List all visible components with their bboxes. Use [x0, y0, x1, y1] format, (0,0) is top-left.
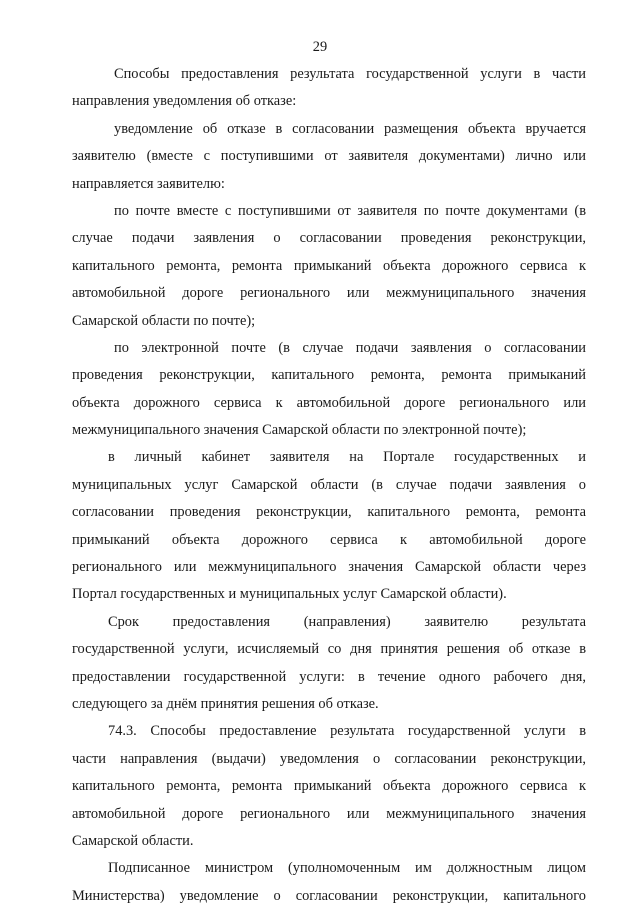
text-line: направляется заявителю:: [72, 175, 225, 192]
text-line: объекта дорожного сервиса к автомобильной дороге регионального или: [72, 394, 586, 411]
text-line: автомобильной дороге регионального или межмуниципального значения: [72, 805, 586, 822]
paragraph-by-email: [72, 335, 586, 445]
document-body: [72, 61, 586, 910]
text-line: части направления (выдачи) уведомления о согласовании реконструкции,: [72, 750, 586, 767]
text-line: проведения реконструкции, капитального ремонта, ремонта примыканий: [72, 367, 586, 384]
text-line: муниципальных услуг Самарской области (в случае подачи заявления о: [72, 476, 586, 493]
paragraph-refusal-notice: [72, 116, 586, 198]
text-line: следующего за днём принятия решения об отказе.: [72, 695, 379, 712]
paragraph-notification-methods: [72, 61, 586, 116]
text-line: Подписанное министром (уполномоченным им должностным лицом: [108, 860, 586, 877]
text-line: регионального или межмуниципального значения Самарской области через: [72, 559, 586, 576]
text-line: капитального ремонта, ремонта примыканий объекта дорожного сервиса к: [72, 778, 586, 795]
text-line: по почте вместе с поступившими от заявителя по почте документами (в: [114, 202, 586, 219]
text-line: заявителю (вместе с поступившими от заявителя документами) лично или: [72, 148, 586, 165]
text-line: случае подачи заявления о согласовании проведения реконструкции,: [72, 230, 586, 247]
text-line: Срок предоставления (направления) заявителю результата: [108, 613, 586, 630]
text-line: автомобильной дороге регионального или межмуниципального значения: [72, 285, 586, 302]
text-line: капитального ремонта, ремонта примыканий объекта дорожного сервиса к: [72, 257, 586, 274]
text-line: предоставлении государственной услуги: в течение одного рабочего дня,: [72, 668, 586, 685]
text-line: уведомление об отказе в согласовании размещения объекта вручается: [114, 120, 586, 137]
text-line: Министерства) уведомление о согласовании реконструкции, капитального: [72, 887, 586, 904]
text-line: направления уведомления об отказе:: [72, 93, 297, 110]
text-line: Портал государственных и муниципальных услуг Самарской области).: [72, 586, 507, 603]
text-line: согласовании проведения реконструкции, капитального ремонта, ремонта: [72, 504, 586, 521]
paragraph-section-74-3: [72, 718, 586, 855]
text-line: в личный кабинет заявителя на Портале государственных и: [108, 449, 586, 466]
text-line: Способы предоставления результата государственной услуги в части: [114, 66, 586, 82]
text-line: межмуниципального значения Самарской области по электронной почте);: [72, 422, 527, 439]
text-line: примыканий объекта дорожного сервиса к автомобильной дороге: [72, 531, 586, 548]
paragraph-personal-cabinet: [72, 444, 586, 608]
paragraph-by-mail: [72, 198, 586, 335]
paragraph-deadline: [72, 609, 586, 719]
paragraph-signed-notice: [72, 855, 586, 910]
page-number: 29: [312, 39, 328, 55]
text-line: 74.3. Способы предоставление результата государственной услуги в: [108, 723, 586, 740]
text-line: Самарской области.: [72, 832, 194, 849]
text-line: Самарской области по почте);: [72, 312, 256, 329]
text-line: государственной услуги, исчисляемый со дня принятия решения об отказе в: [72, 641, 586, 658]
text-line: по электронной почте (в случае подачи заявления о согласовании: [114, 339, 586, 356]
